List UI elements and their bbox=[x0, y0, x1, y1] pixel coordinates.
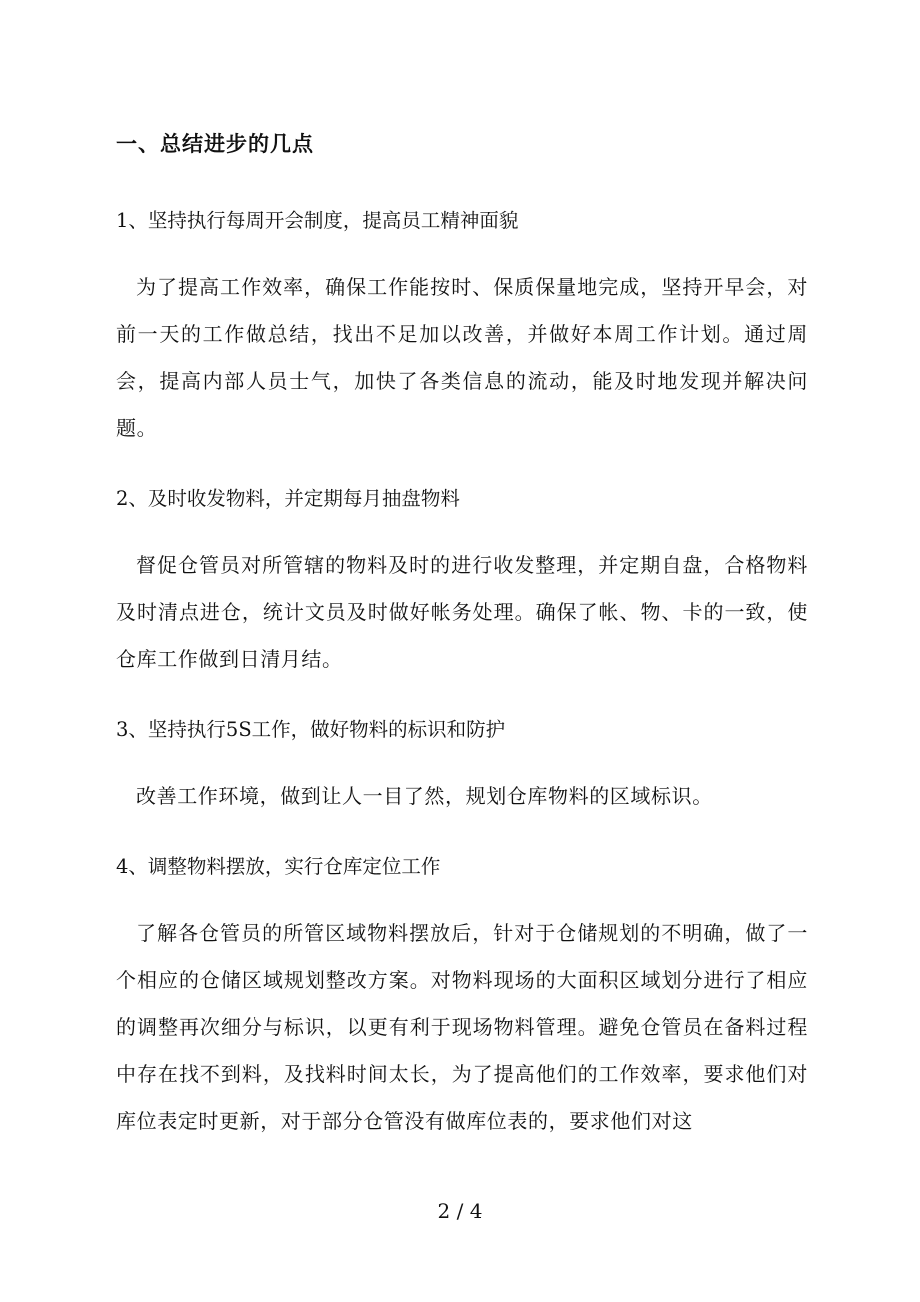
item-body-2: 督促仓管员对所管辖的物料及时的进行收发整理，并定期自盘，合格物料及时清点进仓，统计文员及时做好帐务处理。确保了帐、物、卡的一致，使仓库工作做到日清月结。 bbox=[116, 553, 808, 671]
item-title-1: 1、坚持执行每周开会制度，提高员工精神面貌 bbox=[116, 209, 519, 232]
item-title-2: 2、及时收发物料，并定期每月抽盘物料 bbox=[116, 487, 460, 510]
document-content bbox=[116, 128, 808, 1176]
item-body-4: 了解各仓管员的所管区域物料摆放后，针对于仓储规划的不明确，做了一个相应的仓储区域规划整改方案。对物料现场的大面积区域划分进行了相应的调整再次细分与标识，以更有利于现场物料管理。避免仓管员在备料过程中存在找不到料，及找料时间太长，为了提高他们的工作效率，要求他们对库位表定时更新，对于部分仓管没有做库位表的，要求他们对这 bbox=[116, 921, 808, 1133]
item-title-3: 3、坚持执行5S工作，做好物料的标识和防护 bbox=[116, 718, 506, 741]
item-body-3: 改善工作环境，做到让人一目了然，规划仓库物料的区域标识。 bbox=[136, 784, 713, 808]
item-body-1: 为了提高工作效率，确保工作能按时、保质保量地完成，坚持开早会，对前一天的工作做总结，找出不足加以改善，并做好本周工作计划。通过周会，提高内部人员士气，加快了各类信息的流动，能及时地发现并解决问题。 bbox=[116, 275, 808, 440]
section-heading: 一、总结进步的几点 bbox=[116, 131, 314, 156]
item-title-4: 4、调整物料摆放，实行仓库定位工作 bbox=[116, 855, 441, 878]
page-number: 2 / 4 bbox=[437, 1199, 483, 1223]
